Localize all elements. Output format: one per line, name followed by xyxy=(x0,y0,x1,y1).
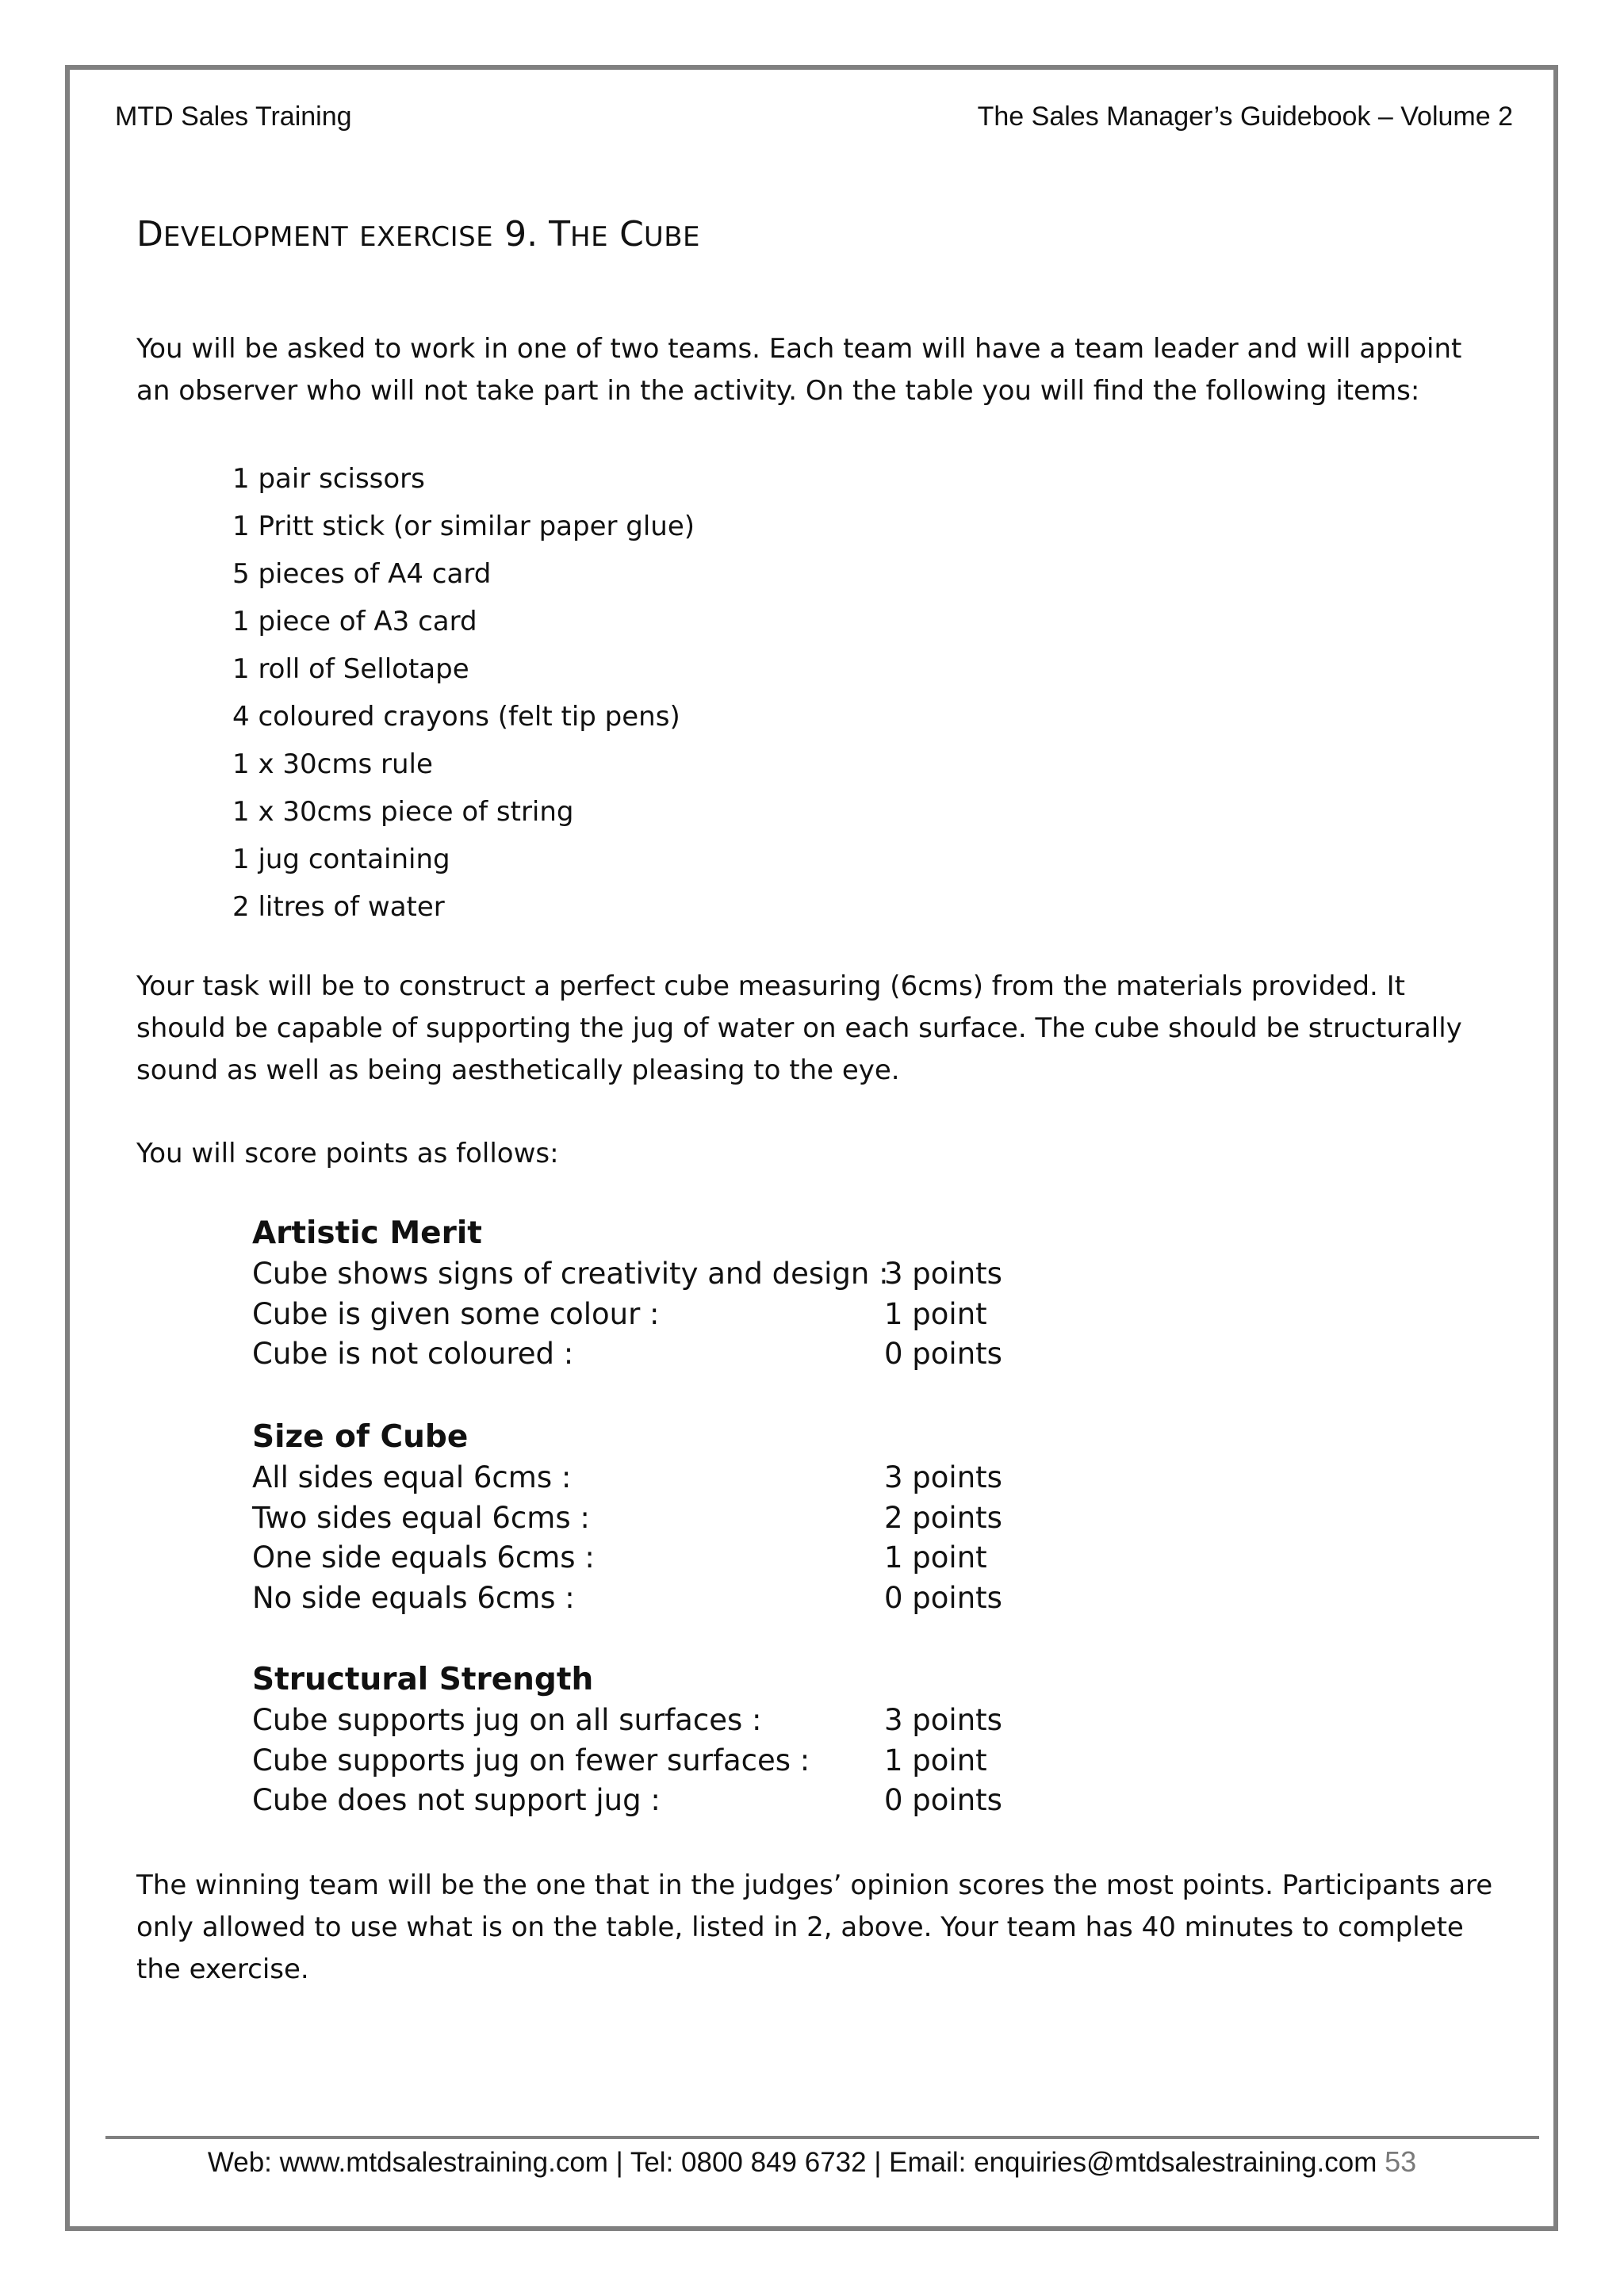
list-item: 2 litres of water xyxy=(232,891,445,923)
list-item: 1 x 30cms piece of string xyxy=(232,796,574,828)
score-row xyxy=(252,1538,987,1578)
scoring-section-size-of-cube xyxy=(252,1417,1002,1618)
points: 3 points xyxy=(884,1703,1002,1737)
closing-paragraph: The winning team will be the one that in the judges’ opinion scores the most points. Participants are only allowed to use what is on the table, listed in 2, above. Your team has 40 minutes to complete the exercise. xyxy=(136,1869,1493,1985)
points: 1 point xyxy=(884,1540,987,1575)
title-cap-d: D xyxy=(136,214,163,254)
list-item: 1 jug containing xyxy=(232,844,450,875)
list-item: 5 pieces of A4 card xyxy=(232,558,492,590)
section-heading: Size of Cube xyxy=(252,1419,469,1455)
points: 3 points xyxy=(884,1460,1002,1494)
points: 0 points xyxy=(884,1337,1002,1371)
points: 1 point xyxy=(884,1743,987,1777)
points: 0 points xyxy=(884,1580,1002,1615)
section-heading: Artistic Merit xyxy=(252,1215,482,1251)
score-row xyxy=(252,1741,987,1781)
list-item: 1 roll of Sellotape xyxy=(232,653,469,685)
list-item: 1 piece of A3 card xyxy=(232,606,477,637)
list-item: 1 Pritt stick (or similar paper glue) xyxy=(232,511,695,542)
footer xyxy=(0,2145,1624,2179)
title-exercise: EXERCISE xyxy=(359,221,494,253)
points: 3 points xyxy=(884,1257,1002,1291)
criterion: All sides equal 6cms : xyxy=(252,1460,572,1494)
score-row xyxy=(252,1578,1002,1619)
scoring-section-artistic-merit xyxy=(252,1213,1002,1375)
score-row xyxy=(252,1458,1002,1498)
list-item: 1 pair scissors xyxy=(232,463,425,495)
page-number: 53 xyxy=(1385,2145,1417,2178)
title-cap-c: C xyxy=(619,214,644,254)
criterion: One side equals 6cms : xyxy=(252,1540,595,1575)
title-the: HE xyxy=(570,221,609,253)
criterion: Cube is not coloured : xyxy=(252,1337,574,1371)
footer-contact: Web: www.mtdsalestraining.com | Tel: 0800 849 6732 | Email: enquiries@mtdsalestraining.com xyxy=(207,2147,1377,2178)
points: 2 points xyxy=(884,1500,1002,1535)
items-list xyxy=(232,455,695,931)
criterion: Two sides equal 6cms : xyxy=(252,1500,590,1535)
criterion: No side equals 6cms : xyxy=(252,1580,575,1615)
score-row xyxy=(252,1334,1002,1375)
score-row xyxy=(252,1295,987,1335)
title-cube: UBE xyxy=(643,221,701,253)
title-number: 9. xyxy=(504,214,538,254)
criterion: Cube shows signs of creativity and design : xyxy=(252,1257,889,1291)
score-row xyxy=(252,1498,1002,1539)
intro-paragraph: You will be asked to work in one of two teams. Each team will have a team leader and will appoint an observer who will not take part in the activity. On the table you will find the following items: xyxy=(136,333,1462,407)
task-paragraph: Your task will be to construct a perfect cube measuring (6cms) from the materials provided. It should be capable of supporting the jug of water on each surface. The cube should be structurally sound as well as being aesthetically pleasing to the eye. xyxy=(136,970,1462,1086)
score-row xyxy=(252,1701,1002,1741)
score-row xyxy=(252,1254,1002,1295)
score-row xyxy=(252,1781,1002,1821)
section-heading: Structural Strength xyxy=(252,1662,594,1697)
list-item: 4 coloured crayons (felt tip pens) xyxy=(232,701,680,733)
criterion: Cube is given some colour : xyxy=(252,1296,660,1331)
page-title xyxy=(136,214,700,254)
criterion: Cube supports jug on fewer surfaces : xyxy=(252,1743,810,1777)
header-left: MTD Sales Training xyxy=(115,101,352,132)
criterion: Cube does not support jug : xyxy=(252,1783,661,1817)
points: 1 point xyxy=(884,1296,987,1331)
score-intro: You will score points as follows: xyxy=(136,1138,559,1169)
title-cap-t: T xyxy=(549,214,571,254)
footer-divider xyxy=(105,2136,1539,2139)
title-development: EVELOPMENT xyxy=(163,221,349,253)
points: 0 points xyxy=(884,1783,1002,1817)
scoring-section-structural-strength xyxy=(252,1659,1002,1821)
criterion: Cube supports jug on all surfaces : xyxy=(252,1703,762,1737)
list-item: 1 x 30cms rule xyxy=(232,748,433,780)
header-right: The Sales Manager’s Guidebook – Volume 2 xyxy=(977,101,1513,132)
